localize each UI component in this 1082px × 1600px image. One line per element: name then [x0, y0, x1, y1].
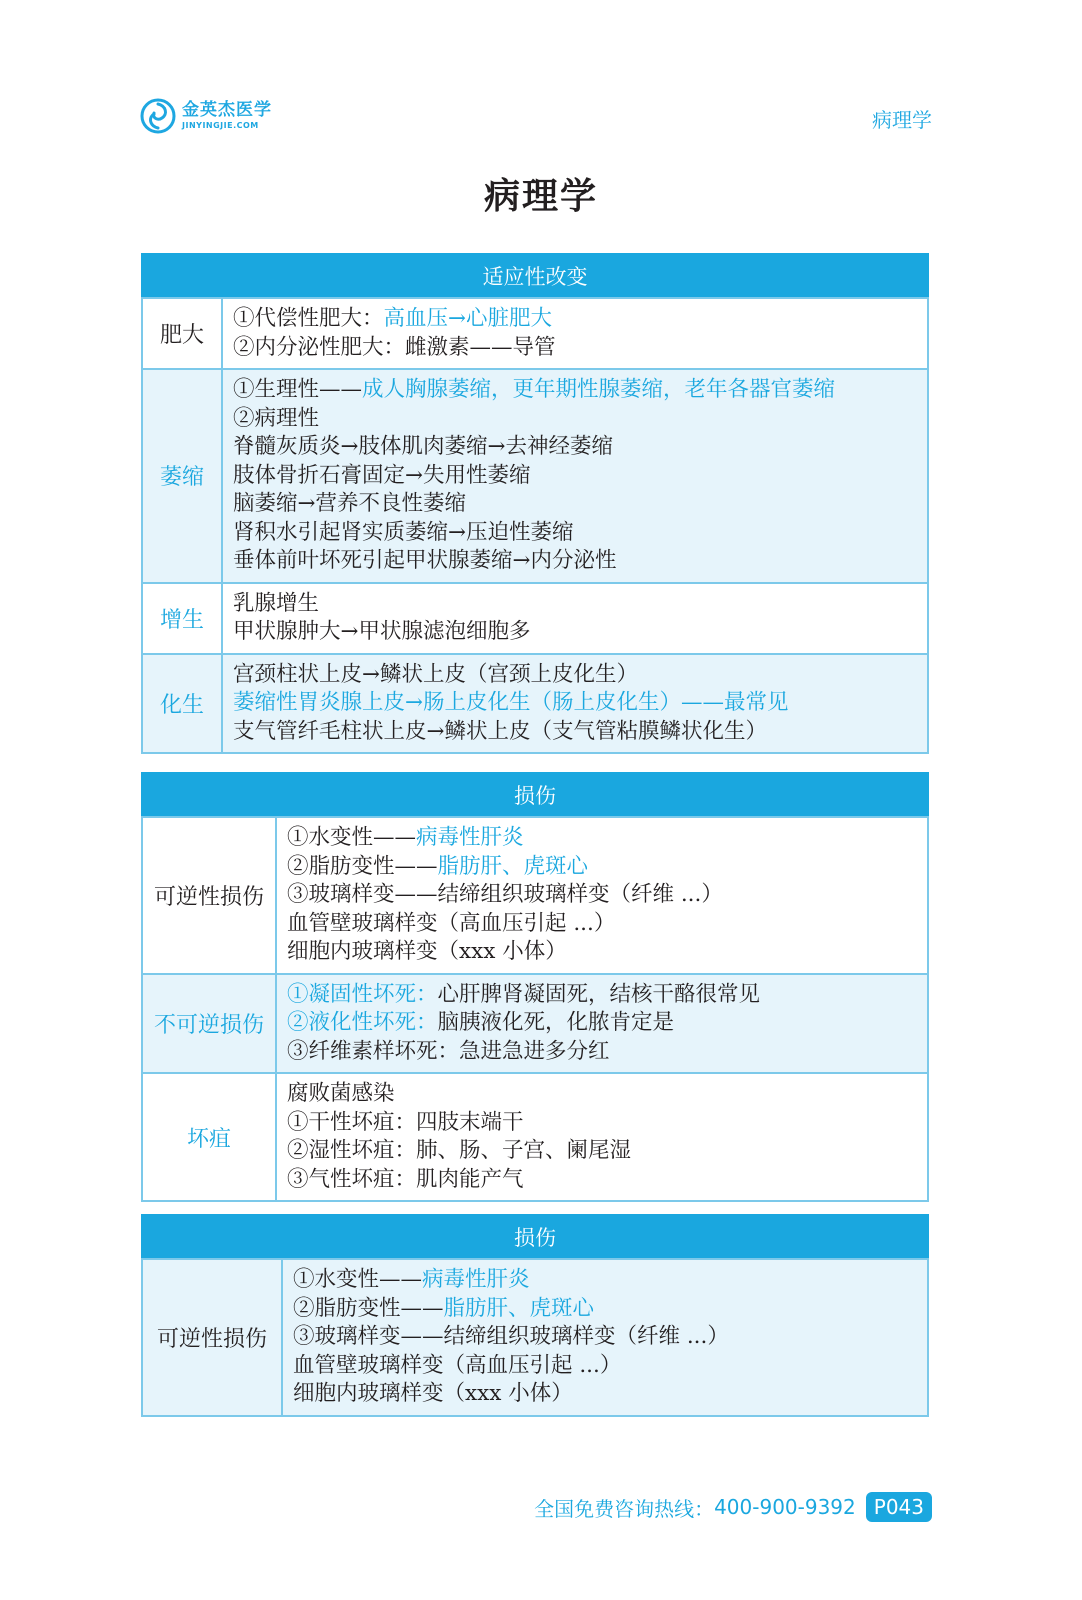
text-segment: 乳腺增生: [233, 590, 320, 616]
text-segment: 垂体前叶坏死引起甲状腺萎缩→内分泌性: [233, 548, 617, 573]
page-number-badge: P043: [866, 1492, 932, 1522]
text-segment: 高血压→心脏肥大: [383, 306, 553, 331]
text-segment: 心肝脾肾凝固死，结核干酪很常见: [437, 981, 761, 1007]
row-content: [222, 369, 928, 583]
content-line: [287, 1166, 917, 1195]
text-segment: ②湿性坏疽：肺、肠、子宫、阑尾湿: [287, 1138, 632, 1163]
content-line: [287, 981, 917, 1010]
content-line: [287, 824, 917, 853]
text-segment: ①水变性——: [287, 825, 417, 850]
content-line: [233, 689, 917, 718]
text-segment: ②液化性坏死：: [287, 1010, 438, 1035]
content-line: [293, 1323, 917, 1352]
table-row: [142, 1073, 928, 1201]
text-segment: ②脂肪变性——: [287, 853, 438, 879]
text-segment: 病毒性肝炎: [422, 1267, 530, 1292]
content-line: [233, 618, 917, 647]
content-line: [233, 305, 917, 334]
section-adaptive-changes: [141, 253, 929, 754]
section-heading: 损伤: [141, 772, 929, 816]
text-segment: 脂肪肝、虎斑心: [443, 1295, 595, 1321]
text-segment: 脂肪肝、虎斑心: [437, 853, 589, 879]
text-segment: ①生理性——: [233, 377, 363, 402]
brand-logo: [140, 98, 272, 134]
table-row: [142, 583, 928, 654]
page-header: [0, 0, 1082, 140]
row-content: [222, 654, 928, 754]
text-segment: 脑萎缩→营养不良性萎缩: [233, 491, 467, 516]
content-line: [233, 433, 917, 462]
text-segment: ②脂肪变性——: [293, 1295, 444, 1321]
content-line: [233, 376, 917, 405]
content-line: [233, 462, 917, 491]
content-line: [287, 881, 917, 910]
table-row: [142, 974, 928, 1074]
content-line: [293, 1295, 917, 1324]
content-line: [287, 1137, 917, 1166]
section-injury-repeat: [141, 1214, 929, 1417]
table-row: [142, 1259, 928, 1416]
text-segment: ③玻璃样变——结缔组织玻璃样变（纤维 ...）: [293, 1324, 729, 1349]
text-segment: ①干性坏疽：四肢末端干: [287, 1109, 524, 1135]
text-segment: ②病理性: [233, 405, 320, 431]
row-label: 可逆性损伤: [142, 817, 276, 974]
text-segment: 脊髓灰质炎→肢体肌肉萎缩→去神经萎缩: [233, 434, 614, 459]
text-segment: 萎缩性胃炎腺上皮→肠上皮化生（肠上皮化生）——最常见: [233, 690, 789, 715]
row-content: [282, 1259, 928, 1416]
text-segment: ③气性坏疽：肌肉能产气: [287, 1166, 524, 1192]
logo-swirl-icon: [140, 98, 176, 134]
content-line: [293, 1266, 917, 1295]
table-row: [142, 369, 928, 583]
content-line: [233, 718, 917, 747]
row-label: 肥大: [142, 298, 222, 369]
row-label: 增生: [142, 583, 222, 654]
text-segment: 细胞内玻璃样变（xxx 小体）: [293, 1381, 573, 1406]
table-row: [142, 298, 928, 369]
row-content: [276, 1073, 928, 1201]
text-segment: 细胞内玻璃样变（xxx 小体）: [287, 939, 567, 964]
content-line: [233, 590, 917, 619]
content-line: [233, 405, 917, 434]
hotline-label: 全国免费咨询热线：: [534, 1496, 715, 1521]
table-row: [142, 817, 928, 974]
content-line: [287, 1080, 917, 1109]
text-segment: ①凝固性坏死：: [287, 981, 438, 1007]
content-line: [287, 1009, 917, 1038]
text-segment: ①水变性——: [293, 1267, 423, 1292]
text-segment: 肾积水引起肾实质萎缩→压迫性萎缩: [233, 519, 574, 545]
content-line: [233, 334, 917, 363]
text-segment: 腐败菌感染: [287, 1081, 395, 1106]
text-segment: ②内分泌性肥大：雌激素——导管: [233, 334, 556, 360]
text-segment: 成人胸腺萎缩，更年期性腺萎缩，老年各器官萎缩: [362, 377, 836, 402]
content-line: [287, 910, 917, 939]
notes-table: [141, 297, 929, 754]
row-label: 可逆性损伤: [142, 1259, 282, 1416]
text-segment: ①代偿性肥大：: [233, 306, 384, 331]
page-footer: [534, 1492, 932, 1522]
row-content: [276, 974, 928, 1074]
hotline-number: 400-900-9392: [714, 1495, 856, 1519]
content-line: [293, 1380, 917, 1409]
content-line: [293, 1352, 917, 1381]
content-line: [233, 661, 917, 690]
row-content: [276, 817, 928, 974]
text-segment: 支气管纤毛柱状上皮→鳞状上皮（支气管粘膜鳞状化生）: [233, 718, 768, 744]
section-heading: 损伤: [141, 1214, 929, 1258]
notes-table: [141, 1258, 929, 1417]
content-line: [287, 938, 917, 967]
row-label: 坏疽: [142, 1073, 276, 1201]
notes-table: [141, 816, 929, 1202]
content-line: [287, 853, 917, 882]
text-segment: 宫颈柱状上皮→鳞状上皮（宫颈上皮化生）: [233, 661, 639, 687]
content-line: [287, 1038, 917, 1067]
text-segment: 血管壁玻璃样变（高血压引起 ...）: [287, 910, 616, 936]
text-segment: 甲状腺肿大→甲状腺滤泡细胞多: [233, 619, 531, 644]
section-heading: 适应性改变: [141, 253, 929, 297]
text-segment: 病毒性肝炎: [416, 825, 524, 850]
table-row: [142, 654, 928, 754]
page-title: 病理学: [483, 175, 598, 217]
header-subject: 病理学: [872, 108, 932, 132]
row-label: 不可逆损伤: [142, 974, 276, 1074]
text-segment: ③玻璃样变——结缔组织玻璃样变（纤维 ...）: [287, 882, 723, 907]
text-segment: 血管壁玻璃样变（高血压引起 ...）: [293, 1352, 622, 1378]
row-label: 化生: [142, 654, 222, 754]
text-segment: 肢体骨折石膏固定→失用性萎缩: [233, 462, 531, 488]
row-content: [222, 583, 928, 654]
content-line: [287, 1109, 917, 1138]
logo-domain: JINYINGJIE.COM: [182, 121, 259, 130]
row-content: [222, 298, 928, 369]
row-label: 萎缩: [142, 369, 222, 583]
text-segment: 脑胰液化死，化脓肯定是: [437, 1010, 675, 1035]
text-segment: ③纤维素样坏死：急进急进多分红: [287, 1038, 610, 1064]
logo-name: 金英杰医学: [182, 100, 272, 120]
content-line: [233, 547, 917, 576]
content-line: [233, 519, 917, 548]
section-injury: [141, 772, 929, 1202]
content-line: [233, 490, 917, 519]
